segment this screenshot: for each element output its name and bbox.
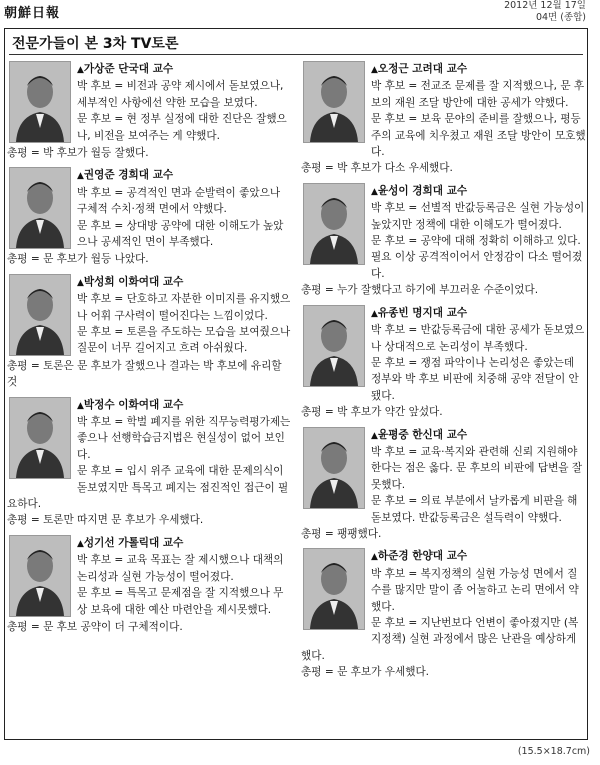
expert-name: ▲ 박정수 이화여대 교수 — [7, 397, 293, 414]
expert-photo — [9, 397, 71, 479]
expert-comment — [301, 61, 587, 177]
expert-comment — [301, 548, 587, 680]
moon-comment: 문 후보 = 보육 문야의 준비를 잘했으나, 평등주의 교육에 치우쳤고 재원 조달 방안이 모호했다. — [371, 113, 586, 159]
expert-photo — [9, 167, 71, 249]
expert-photo — [303, 305, 365, 387]
expert-photo — [303, 427, 365, 509]
park-comment: 박 후보 = 전교조 문제를 잘 지적했으나, 문 후보의 재원 조달 방안에 대한 공세가 약했다. — [371, 80, 585, 109]
page-section-line: 04면 (종합) — [535, 12, 586, 23]
overall-verdict: 총평 = 박 후보가 월등 잘했다. — [7, 147, 149, 159]
moon-comment: 문 후보 = 입시 위주 교육에 대한 문제의식이 돋보였지만 특목고 폐지는 점진적인 접근이 필요하다. — [7, 465, 289, 511]
expert-name: ▲ 권영준 경희대 교수 — [7, 167, 293, 184]
overall-verdict: 총평 = 문 후보가 우세했다. — [301, 666, 430, 679]
park-comment: 박 후보 = 교육·복지와 관련해 신뢰 지원해야 한다는 점은 옳다. 문 후보의 비판에 답변을 잘 못했다. — [371, 445, 583, 491]
moon-comment: 문 후보 = 토론을 주도하는 모습을 보여줬으나 질문이 너무 길어지고 흐려 아쉬웠다. — [77, 326, 291, 355]
overall-verdict: 총평 = 문 후보 공약이 더 구체적이다. — [7, 620, 183, 633]
overall-verdict: 총평 = 팽팽했다. — [301, 527, 382, 540]
park-comment: 박 후보 = 선별적 반값등록금은 실현 가능성이 높았지만 정책에 대한 이해도가 떨어졌다. — [371, 202, 585, 231]
moon-comment: 문 후보 = 지난번보다 언변이 좋아졌지만 (복지정책) 실현 과정에서 많은 난관을 예상하게 했다. — [301, 617, 579, 662]
expert-photo — [9, 535, 71, 617]
expert-comment — [301, 183, 587, 299]
expert-comment — [7, 397, 293, 529]
expert-photo — [303, 548, 365, 630]
expert-comment — [301, 427, 587, 543]
expert-comment — [7, 167, 293, 267]
clipping-size-caption: (15.5×18.7cm) — [517, 746, 590, 757]
moon-comment: 문 후보 = 현 정부 실정에 대한 진단은 잘했으나, 비전을 보여주는 게 약했다. — [77, 113, 287, 142]
moon-comment: 문 후보 = 쟁점 파악이나 논리성은 좋았는데 정부와 박 후보 비판에 치중해 공약 전달이 안 됐다. — [371, 356, 579, 402]
expert-name: ▲ 성기선 가톨릭대 교수 — [7, 535, 293, 552]
expert-photo — [303, 61, 365, 143]
expert-comment — [7, 274, 293, 391]
headline-divider — [9, 54, 583, 55]
left-column — [7, 61, 293, 641]
expert-name: ▲ 오정근 고려대 교수 — [301, 61, 587, 78]
article-headline: 전문가들이 본 3차 TV토론 — [12, 36, 179, 52]
expert-comment — [301, 305, 587, 421]
expert-name: ▲ 하준경 한양대 교수 — [301, 548, 587, 565]
park-comment: 박 후보 = 학벌 폐지를 위한 직무능력평가제는 좋으나 선행학습금지법은 현실성이 없어 보인다. — [77, 416, 291, 461]
park-comment: 박 후보 = 반값등록금에 대한 공세가 돋보였으나 상대적으로 논리성이 부족했다. — [371, 324, 585, 353]
moon-comment: 문 후보 = 상대방 공약에 대한 이해도가 높았으나 공세적인 면이 부족했다. — [77, 219, 284, 249]
date-stamp — [504, 0, 586, 24]
expert-comment — [7, 61, 293, 161]
expert-photo — [9, 61, 71, 143]
expert-name: ▲ 윤평중 한신대 교수 — [301, 427, 587, 444]
expert-name: ▲ 윤성이 경희대 교수 — [301, 183, 587, 200]
moon-comment: 문 후보 = 특목고 문제점을 잘 지적했으나 무상 보육에 대한 예산 마련안을 제시못했다. — [77, 587, 284, 616]
park-comment: 박 후보 = 공격적인 면과 순발력이 좋았으나 구체적 수치·정책 면에서 약했다. — [77, 186, 281, 216]
moon-comment: 문 후보 = 공약에 대해 정확히 이해하고 있다. 필요 이상 공격적이어서 안정감이 다소 떨어졌다. — [371, 235, 583, 280]
overall-verdict: 총평 = 문 후보가 월등 나았다. — [7, 253, 149, 266]
moon-comment: 문 후보 = 의료 부분에서 날카롭게 비판을 해 돋보였다. 반값등록금은 설득력이 약했다. — [371, 495, 578, 524]
overall-verdict: 총평 = 토론은 문 후보가 잘했으나 결과는 박 후보에 유리할 것 — [7, 359, 282, 389]
article-frame — [4, 28, 588, 740]
expert-name: ▲ 가상준 단국대 교수 — [7, 61, 293, 78]
expert-comment — [7, 535, 293, 635]
expert-name: ▲ 박성희 이화여대 교수 — [7, 274, 293, 291]
park-comment: 박 후보 = 교육 목표는 잘 제시했으나 대책의 논리성과 실현 가능성이 떨어졌다. — [77, 554, 284, 583]
overall-verdict: 총평 = 박 후보가 다소 우세했다. — [301, 162, 453, 175]
expert-photo — [9, 274, 71, 356]
park-comment: 박 후보 = 단호하고 자분한 이미지를 유지했으나 어휘 구사력이 떨어진다는 느낌이었다. — [77, 293, 291, 322]
date-line: 2012년 12월 17일 — [504, 0, 586, 11]
expert-name: ▲ 유종빈 명지대 교수 — [301, 305, 587, 322]
park-comment: 박 후보 = 복지정책의 실현 가능성 면에서 질수를 많지만 말이 좀 어눌하고 논리 면에서 약했다. — [371, 567, 579, 613]
overall-verdict: 총평 = 누가 잘했다고 하기에 부끄러운 수준이었다. — [301, 284, 539, 297]
expert-photo — [303, 183, 365, 265]
newspaper-masthead: 朝鮮日報 — [4, 6, 61, 21]
overall-verdict: 총평 = 박 후보가 약간 앞섰다. — [301, 406, 443, 419]
right-column — [301, 61, 587, 687]
park-comment: 박 후보 = 비전과 공약 제시에서 돋보였으나, 세부적인 사항에선 약한 모습을 보였다. — [77, 80, 284, 109]
overall-verdict: 총평 = 토론만 따지면 문 후보가 우세했다. — [7, 514, 204, 527]
